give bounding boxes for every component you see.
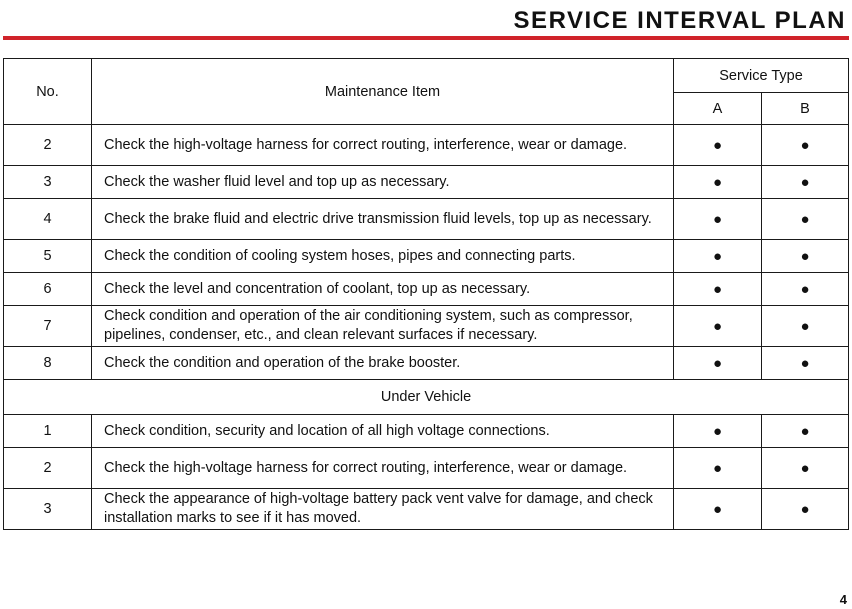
service-a-mark: ● xyxy=(674,347,762,380)
service-interval-table xyxy=(3,58,849,530)
service-a-mark: ● xyxy=(674,125,762,166)
table-row xyxy=(4,199,849,240)
column-header-type-b: B xyxy=(762,93,849,125)
title-rule xyxy=(3,36,849,40)
service-b-mark: ● xyxy=(762,199,849,240)
maintenance-item: Check condition, security and location of all high voltage connections. xyxy=(92,415,674,448)
maintenance-item: Check condition and operation of the air conditioning system, such as compressor, pipelines, condenser, etc., and clean relevant surfaces if necessary. xyxy=(92,306,674,347)
service-b-mark: ● xyxy=(762,306,849,347)
page-number: 4 xyxy=(839,592,847,607)
service-a-mark: ● xyxy=(674,415,762,448)
table-row xyxy=(4,166,849,199)
row-number: 1 xyxy=(4,415,92,448)
table-row xyxy=(4,415,849,448)
maintenance-item: Check the high-voltage harness for correct routing, interference, wear or damage. xyxy=(92,125,674,166)
table-row xyxy=(4,240,849,273)
service-a-mark: ● xyxy=(674,489,762,530)
column-header-no: No. xyxy=(4,59,92,125)
service-b-mark: ● xyxy=(762,448,849,489)
column-header-service-type: Service Type xyxy=(674,59,849,93)
service-b-mark: ● xyxy=(762,166,849,199)
service-a-mark: ● xyxy=(674,240,762,273)
column-header-maintenance-item: Maintenance Item xyxy=(92,59,674,125)
row-number: 4 xyxy=(4,199,92,240)
maintenance-item: Check the washer fluid level and top up as necessary. xyxy=(92,166,674,199)
column-header-type-a: A xyxy=(674,93,762,125)
section-row xyxy=(4,380,849,415)
table-row xyxy=(4,489,849,530)
table-row xyxy=(4,273,849,306)
row-number: 5 xyxy=(4,240,92,273)
table-row xyxy=(4,448,849,489)
service-a-mark: ● xyxy=(674,166,762,199)
table-row xyxy=(4,347,849,380)
table-row xyxy=(4,125,849,166)
table-row xyxy=(4,306,849,347)
row-number: 8 xyxy=(4,347,92,380)
service-b-mark: ● xyxy=(762,347,849,380)
service-a-mark: ● xyxy=(674,199,762,240)
service-a-mark: ● xyxy=(674,448,762,489)
service-a-mark: ● xyxy=(674,273,762,306)
row-number: 2 xyxy=(4,125,92,166)
service-b-mark: ● xyxy=(762,415,849,448)
maintenance-item: Check the high-voltage harness for correct routing, interference, wear or damage. xyxy=(92,448,674,489)
row-number: 3 xyxy=(4,489,92,530)
maintenance-item: Check the level and concentration of coolant, top up as necessary. xyxy=(92,273,674,306)
page-title: SERVICE INTERVAL PLAN xyxy=(513,7,846,34)
service-b-mark: ● xyxy=(762,125,849,166)
service-a-mark: ● xyxy=(674,306,762,347)
row-number: 6 xyxy=(4,273,92,306)
section-title-under-vehicle: Under Vehicle xyxy=(4,380,849,415)
service-b-mark: ● xyxy=(762,273,849,306)
service-b-mark: ● xyxy=(762,240,849,273)
maintenance-item: Check the condition and operation of the brake booster. xyxy=(92,347,674,380)
maintenance-item: Check the condition of cooling system hoses, pipes and connecting parts. xyxy=(92,240,674,273)
service-b-mark: ● xyxy=(762,489,849,530)
row-number: 7 xyxy=(4,306,92,347)
row-number: 3 xyxy=(4,166,92,199)
row-number: 2 xyxy=(4,448,92,489)
maintenance-item: Check the appearance of high-voltage battery pack vent valve for damage, and check installation marks to see if it has moved. xyxy=(92,489,674,530)
maintenance-item: Check the brake fluid and electric drive transmission fluid levels, top up as necessary. xyxy=(92,199,674,240)
